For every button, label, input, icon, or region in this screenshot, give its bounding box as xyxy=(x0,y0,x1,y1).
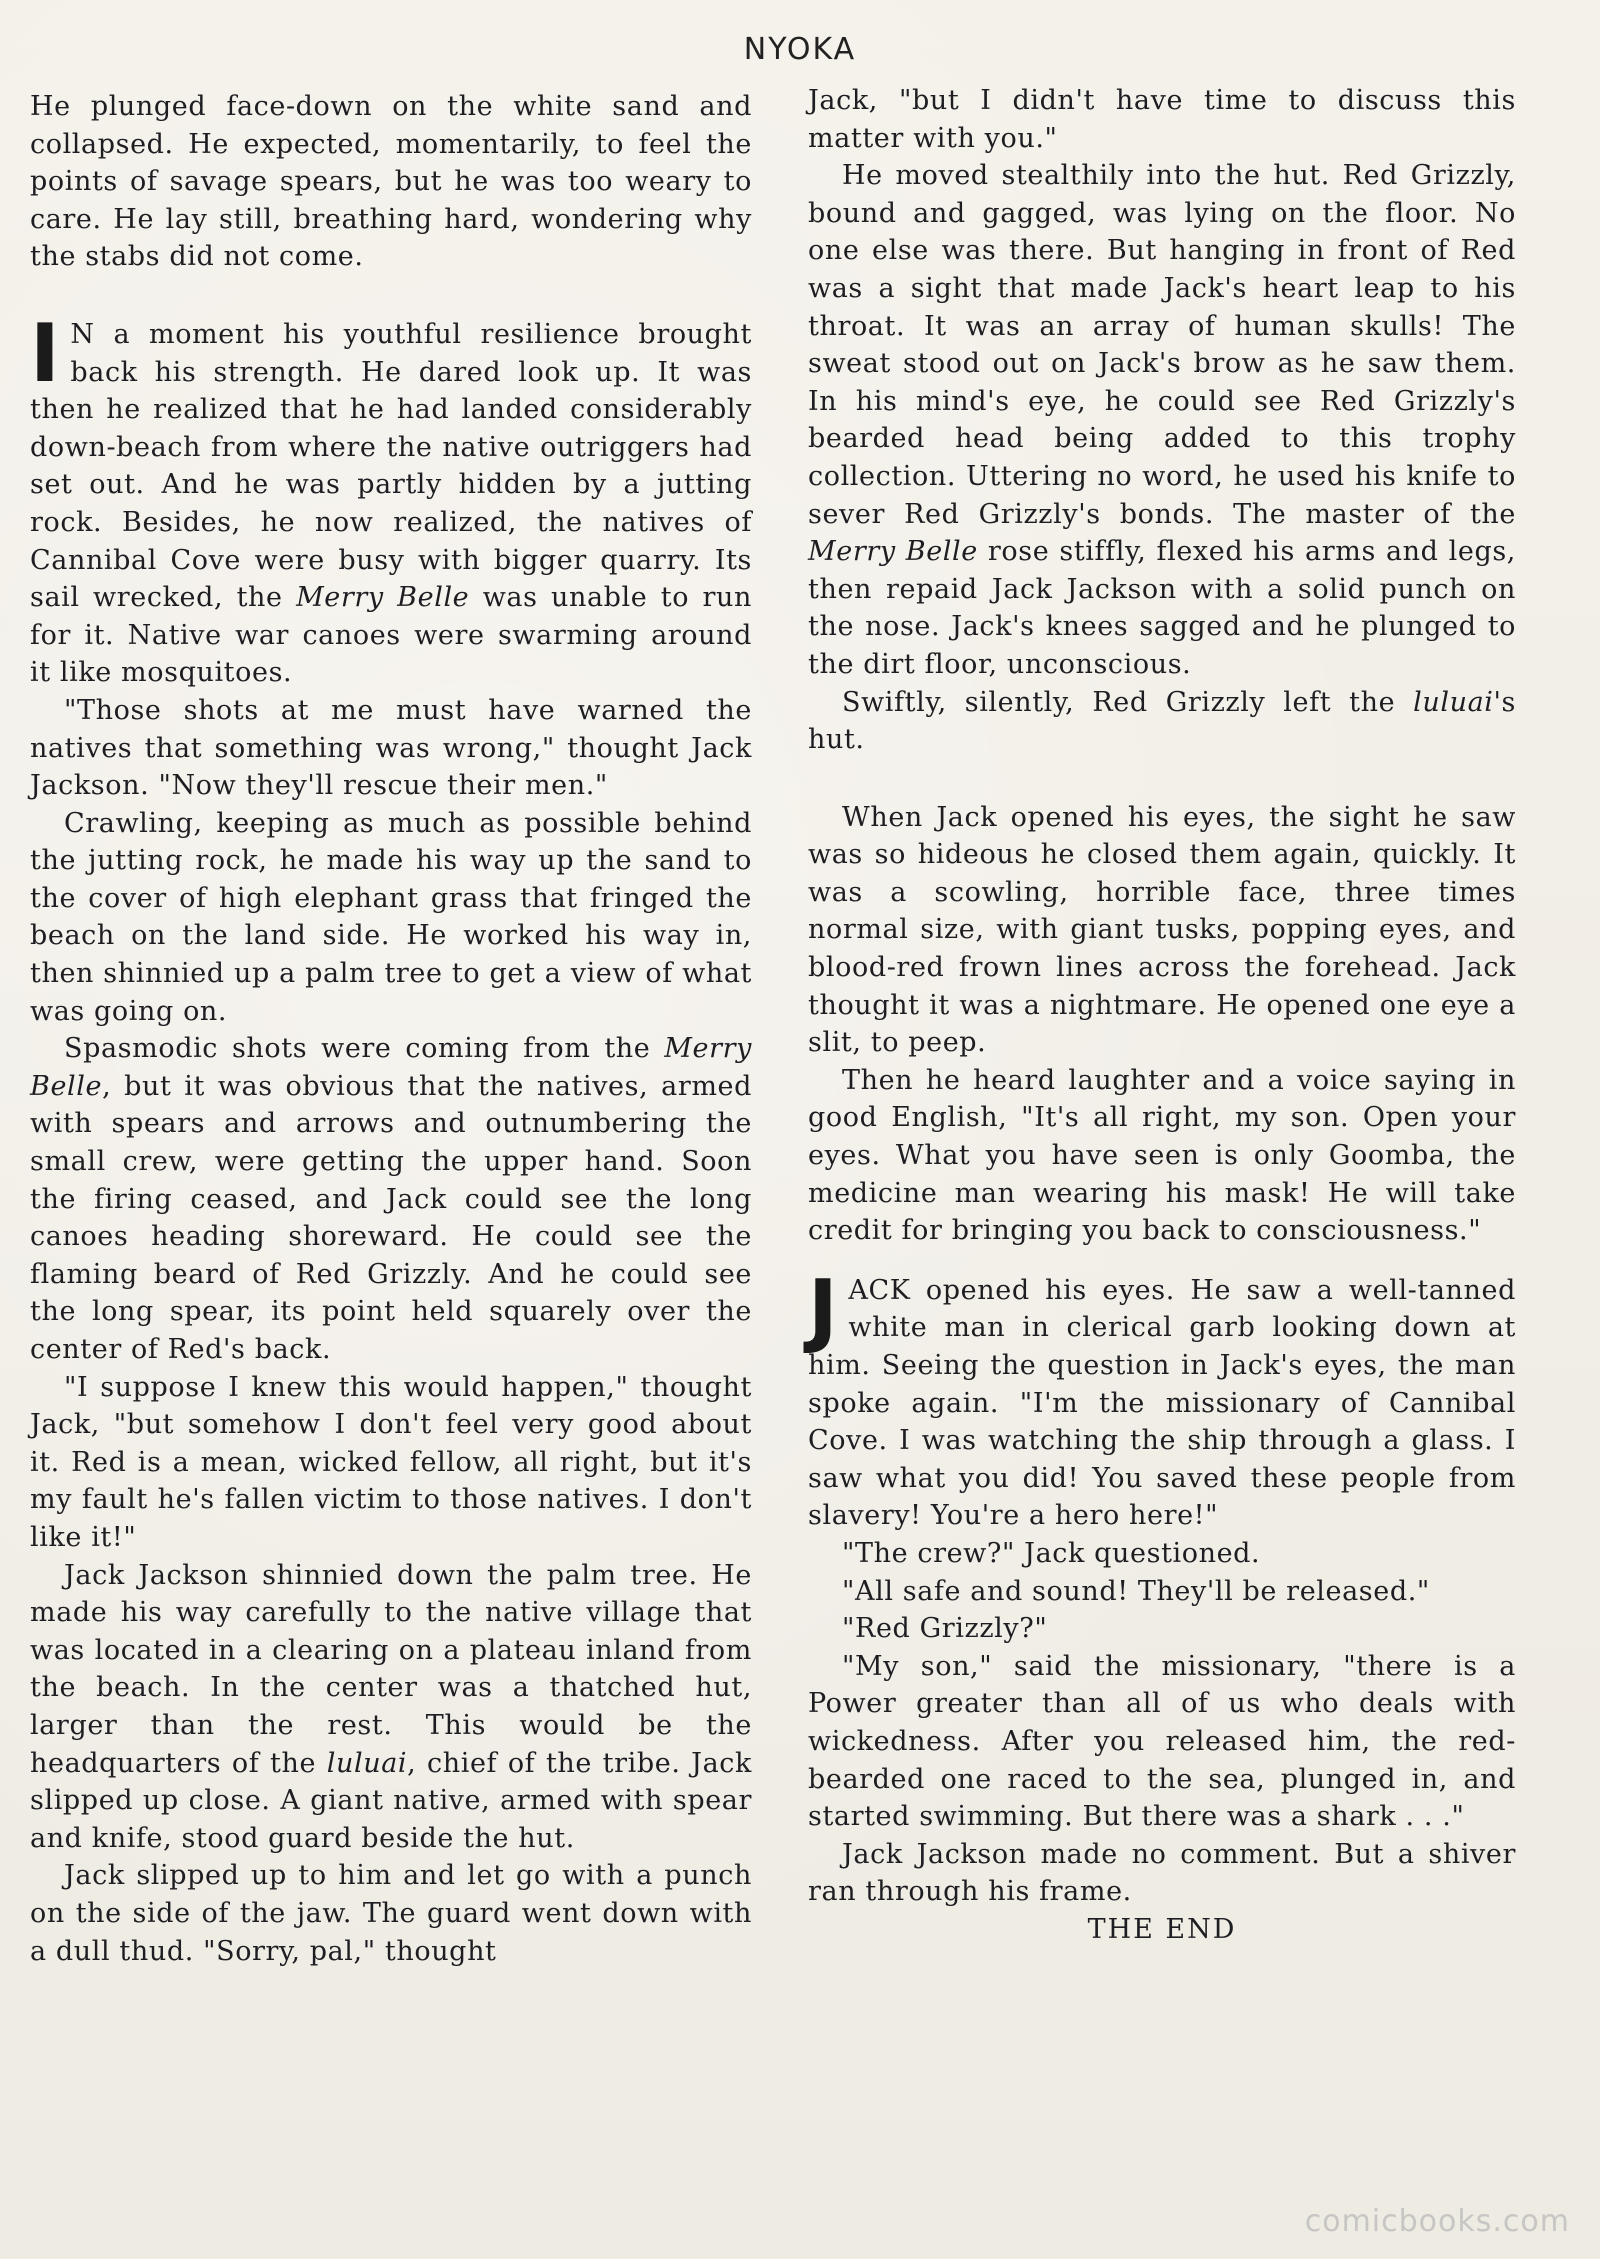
paragraph: He moved stealthily into the hut. Red Grizzly, bound and gagged, was lying on the floor. No one else was there. But hanging in front of Red was a sight that made Jack's heart leap to his throat. It was an array of human skulls! The sweat stood out on Jack's brow as he saw them. In his mind's eye, he could see Red Grizzly's bearded head being added to this trophy collection. Uttering no word, he used his knife to sever Red Grizzly's bonds. The master of the Merry Belle rose stiffly, flexed his arms and legs, then repaid Jack Jackson with a solid punch on the nose. Jack's knees sagged and he plunged to the dirt floor, unconscious. xyxy=(808,160,1516,680)
dropcap: J xyxy=(808,1262,839,1356)
paragraph: Jack slipped up to him and let go with a punch on the side of the jaw. The guard went down with a dull thud. "Sorry, pal," thought xyxy=(30,1860,752,1967)
left-column xyxy=(30,88,752,1970)
paragraph: Swiftly, silently, Red Grizzly left the luluai's hut. xyxy=(808,686,1516,756)
paragraph: "All safe and sound! They'll be released." xyxy=(842,1575,1430,1607)
paragraph: "Those shots at me must have warned the natives that something was wrong," thought Jack Jackson. "Now they'll rescue their men." xyxy=(30,694,752,802)
the-end: THE END xyxy=(1087,1913,1237,1945)
paragraph: When Jack opened his eyes, the sight he saw was so hideous he closed them again, quickly. It was a scowling, horrible face, three times normal size, with giant tusks, popping eyes, and blood-red frown lines across the forehead. Jack thought it was a nightmare. He opened one eye a slit, to peep. xyxy=(808,801,1516,1059)
dropcap-paragraph xyxy=(808,1262,1516,1535)
paragraph: Then he heard laughter and a voice saying in good English, "It's all right, my son. Open your eyes. What you have seen is only Goomba, the medicine man wearing his mask! He will take credit for bringing you back to consciousness." xyxy=(808,1064,1516,1247)
paragraph: "I suppose I knew this would happen," thought Jack, "but somehow I don't feel very good about it. Red is a mean, wicked fellow, all right, but it's my fault he's fallen victim to those natives. I don't like it!" xyxy=(30,1371,752,1553)
paragraph: Jack, "but I didn't have time to discuss this matter with you." xyxy=(808,85,1516,154)
watermark: comicbooks.com xyxy=(1304,2204,1570,2239)
dropcap: I xyxy=(30,306,61,400)
paragraph: Spasmodic shots were coming from the Merry Belle, but it was obvious that the natives, armed with spears and arrows and outnumbering the small crew, were getting the upper hand. Soon the firing ceased, and Jack could see the long canoes heading shoreward. He could see the flaming beard of Red Grizzly. And he could see the long spear, its point held squarely over the center of Red's back. xyxy=(30,1033,752,1365)
paragraph: Jack Jackson shinnied down the palm tree. He made his way carefully to the native village that was located in a clearing on a plateau inland from the beach. In the center was a thatched hut, larger than the rest. This would be the headquarters of the luluai, chief of the tribe. Jack slipped up close. A giant native, armed with spear and knife, stood guard beside the hut. xyxy=(30,1559,752,1854)
paragraph: "Red Grizzly?" xyxy=(842,1613,1048,1645)
dropcap-paragraph xyxy=(30,306,753,692)
page-title: NYOKA xyxy=(743,32,857,67)
right-column xyxy=(808,82,1516,1949)
paragraph-text: N a moment his youthful resilience brought back his strength. He dared look up. It was then he realized that he had landed considerably down-beach from where the native outriggers had set out. And he was partly hidden by a jutting rock. Besides, he now realized, the natives of Cannibal Cove were busy with bigger quarry. Its sail wrecked, the Merry Belle was unable to run for it. Native war canoes were swarming around it like mosquitoes. xyxy=(30,318,753,689)
paragraph: Crawling, keeping as much as possible behind the jutting rock, he made his way up the sand to the cover of high elephant grass that fringed the beach on the land side. He worked his way in, then shinnied up a palm tree to get a view of what was going on. xyxy=(30,807,752,1027)
paragraph: "My son," said the missionary, "there is a Power greater than all of us who deals with wickedness. After you released him, the red-bearded one raced to the sea, plunged in, and started swimming. But there was a shark . . ." xyxy=(808,1650,1516,1833)
paragraph-text: ACK opened his eyes. He saw a well-tanned white man in clerical garb looking down at him. Seeing the question in Jack's eyes, the man spoke again. "I'm the missionary of Cannibal Cove. I was watching the ship through a glass. I saw what you did! You saved these people from slavery! You're a hero here!" xyxy=(808,1274,1516,1532)
paragraph: "The crew?" Jack questioned. xyxy=(842,1537,1261,1569)
paragraph: He plunged face-down on the white sand and collapsed. He expected, momentarily, to feel the points of savage spears, but he was too weary to care. He lay still, breathing hard, wondering why the stabs did not come. xyxy=(30,91,752,273)
paragraph: Jack Jackson made no comment. But a shiver ran through his frame. xyxy=(808,1838,1516,1908)
